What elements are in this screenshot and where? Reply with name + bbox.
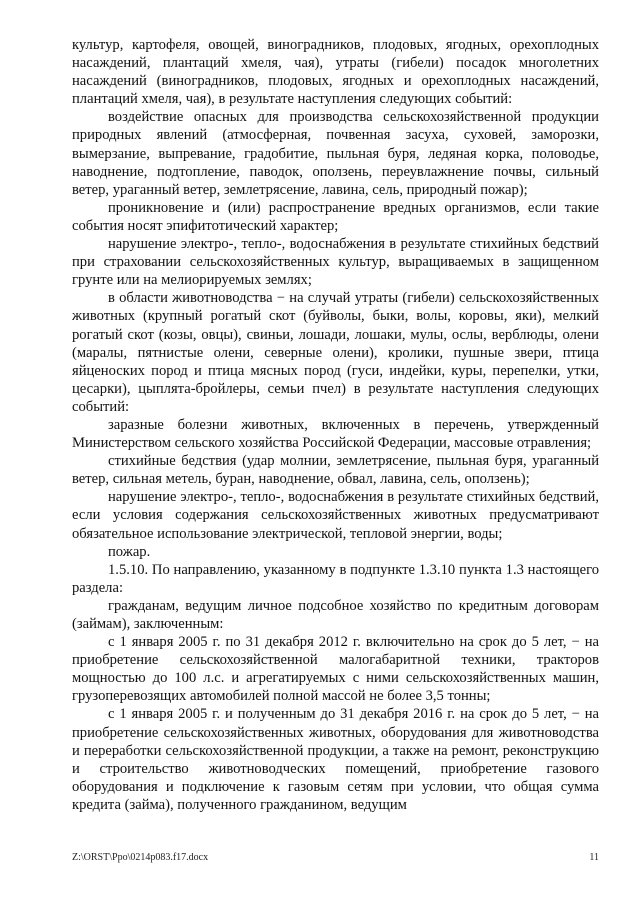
paragraph: нарушение электро-, тепло-, водоснабжения в результате стихийных бедствий при страховании сельскохозяйственных культур, выращиваемых в защищенном грунте или на мелиорируемых землях; <box>72 236 599 289</box>
file-path: Z:\ORST\Ppo\0214p083.f17.docx <box>72 852 209 863</box>
paragraph: пожар. <box>108 543 151 560</box>
paragraph: культур, картофеля, овощей, виноградников, плодовых, ягодных, орехоплодных насаждений, плантаций хмеля, чая), утраты (гибели) посадок многолетних насаждений (виноградников, плодовых, ягодных и орехоплодных насаждений, плантаций хмеля, чая), в результате наступления следующих событий: <box>72 37 599 108</box>
page-footer <box>72 852 599 863</box>
document-body <box>72 36 599 814</box>
paragraph: 1.5.10. По направлению, указанному в подпункте 1.3.10 пункта 1.3 настоящего раздела: <box>72 561 599 596</box>
page-number: 11 <box>589 852 599 863</box>
paragraph: проникновение и (или) распространение вредных организмов, если такие события носят эпифитотический характер; <box>72 199 599 234</box>
paragraph: стихийные бедствия (удар молнии, землетрясение, пыльная буря, ураганный ветер, сильная метель, буран, наводнение, обвал, лавина, сель, оползень); <box>72 453 599 488</box>
paragraph: заразные болезни животных, включенных в перечень, утвержденный Министерством сельского хозяйства Российской Федерации, массовые отравления; <box>72 416 599 452</box>
paragraph: с 1 января 2005 г. по 31 декабря 2012 г. включительно на срок до 5 лет, − на приобретение сельскохозяйственной малогабаритной техники, тракторов мощностью до 100 л.с. и агрегатируемых с ними сельскохозяйственных машин, грузоперевозящих автомобилей полной массой не более 3,5 тонны; <box>72 634 599 705</box>
paragraph: с 1 января 2005 г. и полученным до 31 декабря 2016 г. на срок до 5 лет, − на приобретение сельскохозяйственных животных, оборудования для животноводства и переработки сельскохозяйственной продукции, а также на ремонт, реконструкцию и строительство животноводческих помещений, приобретение газового оборудования и подключение к газовым сетям при условии, что общая сумма кредита (займа), полученного гражданином, ведущим <box>72 706 599 813</box>
paragraph: гражданам, ведущим личное подсобное хозяйство по кредитным договорам (займам), заключенным: <box>72 597 599 632</box>
paragraph: нарушение электро-, тепло-, водоснабжения в результате стихийных бедствий, если условия содержания сельскохозяйственных животных предусматривают обязательное использование электрической, тепловой энергии, воды; <box>72 489 599 542</box>
paragraph: в области животноводства − на случай утраты (гибели) сельскохозяйственных животных (крупный рогатый скот (буйволы, быки, волы, коровы, яки), мелкий рогатый скот (козы, овцы), свиньи, лошади, лошаки, мулы, ослы, верблюды, олени (маралы, пятнистые олени, северные олени), кролики, пушные звери, птица яйценоских пород и птица мясных пород (гуси, индейки, куры, перепелки, утки, цесарки), цыплята-бройлеры, семьи пчел) в результате наступления следующих событий: <box>72 290 599 415</box>
paragraph: воздействие опасных для производства сельскохозяйственной продукции природных явлений (атмосферная, почвенная засуха, суховей, заморозки, вымерзание, выпревание, градобитие, пыльная буря, ледяная корка, половодье, наводнение, подтопление, паводок, оползень, переувлажнение почвы, сильный ветер, ураганный ветер, землетрясение, лавина, сель, природный пожар); <box>72 109 599 198</box>
